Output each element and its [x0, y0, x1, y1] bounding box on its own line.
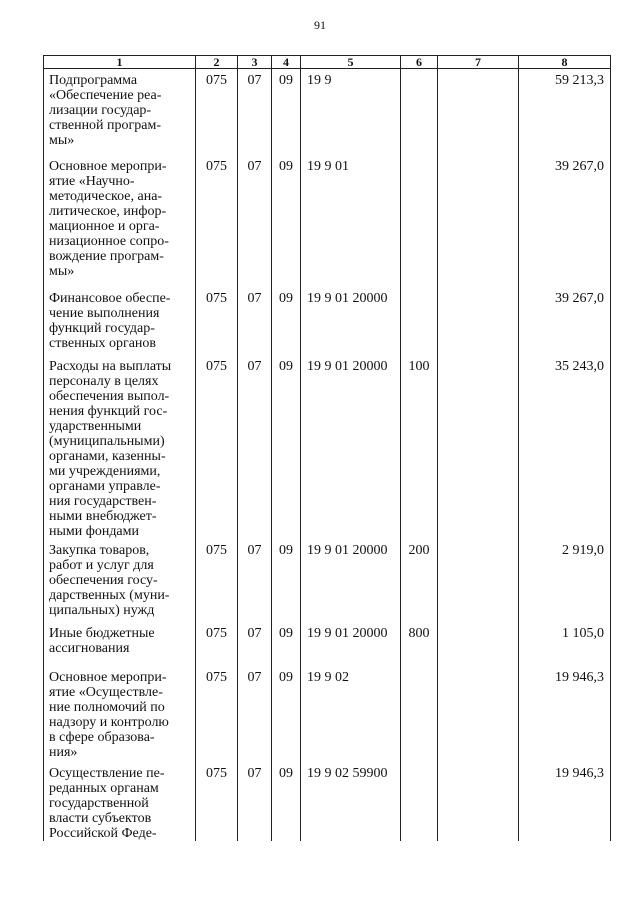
cell-target-article: 19 9 — [301, 69, 401, 155]
cell-amount: 39 267,0 — [519, 155, 611, 287]
cell-expense-type: 200 — [401, 539, 438, 622]
row-name-line: дарственных (муни- — [49, 587, 170, 603]
row-name-line: надзору и контролю — [49, 714, 169, 730]
cell-column-7 — [438, 762, 519, 841]
row-name-line: Расходы на выплаты — [49, 358, 172, 374]
cell-amount: 19 946,3 — [519, 666, 611, 762]
cell-amount: 2 919,0 — [519, 539, 611, 622]
cell-expense-type — [401, 762, 438, 841]
row-name-line: ными фондами — [49, 523, 140, 539]
budget-table — [43, 55, 611, 841]
row-name-line: ственной програм- — [49, 118, 162, 133]
row-name-line: литическое, инфор- — [49, 203, 167, 219]
cell-target-article: 19 9 01 20000 — [301, 287, 401, 355]
row-name-line: вождение програм- — [49, 248, 164, 264]
cell-admin-code: 075 — [196, 155, 238, 287]
cell-admin-code: 075 — [196, 355, 238, 539]
column-header: 4 — [272, 56, 301, 69]
cell-subsection: 09 — [272, 69, 301, 155]
row-name-line: нения функций гос- — [49, 403, 168, 419]
cell-subsection: 09 — [272, 539, 301, 622]
column-header: 3 — [238, 56, 272, 69]
cell-expense-type — [401, 69, 438, 155]
row-name — [44, 355, 196, 539]
cell-target-article: 19 9 01 20000 — [301, 539, 401, 622]
row-name-line: ственных органов — [49, 335, 157, 351]
cell-admin-code: 075 — [196, 762, 238, 841]
row-name-line: мационное и орга- — [49, 218, 160, 234]
cell-section: 07 — [238, 355, 272, 539]
row-name-line: государственной — [49, 795, 149, 811]
table-row — [44, 762, 611, 841]
row-name — [44, 69, 196, 155]
cell-column-7 — [438, 155, 519, 287]
row-name-line: ударственными — [49, 418, 142, 434]
row-name-line: ципальных) нужд — [49, 602, 155, 618]
row-name-line: методическое, ана- — [49, 188, 163, 204]
cell-column-7 — [438, 355, 519, 539]
row-name-line: обеспечения госу- — [49, 572, 158, 588]
row-name-line: низационное сопро- — [49, 233, 169, 249]
row-name-line: реданных органам — [49, 780, 159, 796]
cell-target-article: 19 9 02 59900 — [301, 762, 401, 841]
row-name-line: Основное меропри- — [49, 158, 167, 174]
cell-subsection: 09 — [272, 155, 301, 287]
row-name-line: лизации государ- — [49, 103, 152, 118]
cell-section: 07 — [238, 762, 272, 841]
row-name-line: Подпрограмма — [49, 73, 138, 88]
page-number: 91 — [314, 18, 326, 32]
cell-section: 07 — [238, 622, 272, 666]
row-name-line: Осуществление пе- — [49, 765, 165, 781]
table-row — [44, 155, 611, 287]
row-name-line: функций государ- — [49, 320, 155, 336]
row-name — [44, 666, 196, 762]
row-name-line: ми учреждениями, — [49, 463, 161, 479]
cell-expense-type — [401, 287, 438, 355]
column-header: 6 — [401, 56, 438, 69]
row-name — [44, 287, 196, 355]
column-header: 1 — [44, 56, 196, 69]
cell-target-article: 19 9 01 20000 — [301, 622, 401, 666]
row-name-line: Иные бюджетные — [49, 625, 155, 641]
cell-section: 07 — [238, 69, 272, 155]
cell-target-article: 19 9 01 20000 — [301, 355, 401, 539]
row-name-line: в сфере образова- — [49, 729, 155, 745]
row-name-line: ятие «Научно- — [49, 173, 135, 189]
row-name-line: Основное меропри- — [49, 669, 167, 685]
cell-column-7 — [438, 666, 519, 762]
cell-target-article: 19 9 01 — [301, 155, 401, 287]
cell-expense-type — [401, 155, 438, 287]
cell-section: 07 — [238, 666, 272, 762]
row-name-line: ние полномочий по — [49, 699, 165, 715]
row-name-line: (муниципальными) — [49, 433, 165, 449]
table-row — [44, 287, 611, 355]
column-header: 2 — [196, 56, 238, 69]
row-name-line: персоналу в целях — [49, 373, 159, 389]
cell-admin-code: 075 — [196, 622, 238, 666]
column-header: 7 — [438, 56, 519, 69]
row-name-line: Российской Феде- — [49, 825, 157, 841]
row-name-line: органами управле- — [49, 478, 161, 494]
table-row — [44, 622, 611, 666]
cell-admin-code: 075 — [196, 287, 238, 355]
table-row — [44, 69, 611, 155]
column-header: 5 — [301, 56, 401, 69]
row-name-line: ния» — [49, 744, 78, 760]
cell-expense-type: 800 — [401, 622, 438, 666]
cell-subsection: 09 — [272, 622, 301, 666]
header-row — [44, 56, 611, 69]
cell-amount: 39 267,0 — [519, 287, 611, 355]
cell-section: 07 — [238, 287, 272, 355]
cell-target-article: 19 9 02 — [301, 666, 401, 762]
cell-column-7 — [438, 622, 519, 666]
cell-admin-code: 075 — [196, 539, 238, 622]
row-name-line: мы» — [49, 263, 75, 279]
cell-expense-type — [401, 666, 438, 762]
table-row — [44, 355, 611, 539]
column-header: 8 — [519, 56, 611, 69]
row-name-line: органами, казенны- — [49, 448, 166, 464]
cell-amount: 1 105,0 — [519, 622, 611, 666]
cell-column-7 — [438, 69, 519, 155]
cell-section: 07 — [238, 539, 272, 622]
cell-amount: 59 213,3 — [519, 69, 611, 155]
row-name-line: ния государствен- — [49, 493, 157, 509]
table-row — [44, 539, 611, 622]
row-name-line: ными внебюджет- — [49, 508, 157, 524]
cell-admin-code: 075 — [196, 69, 238, 155]
row-name-line: власти субъектов — [49, 810, 152, 826]
row-name-line: мы» — [49, 133, 75, 148]
cell-subsection: 09 — [272, 355, 301, 539]
row-name-line: чение выполнения — [49, 305, 160, 321]
cell-column-7 — [438, 287, 519, 355]
row-name-line: ятие «Осуществле- — [49, 684, 163, 700]
cell-subsection: 09 — [272, 666, 301, 762]
cell-subsection: 09 — [272, 762, 301, 841]
row-name — [44, 155, 196, 287]
row-name-line: Закупка товаров, — [49, 542, 150, 558]
cell-amount: 35 243,0 — [519, 355, 611, 539]
row-name-line: Финансовое обеспе- — [49, 290, 171, 306]
row-name — [44, 622, 196, 666]
cell-section: 07 — [238, 155, 272, 287]
row-name-line: работ и услуг для — [49, 557, 154, 573]
row-name-line: «Обеспечение реа- — [49, 88, 162, 103]
row-name-line: обеспечения выпол- — [49, 388, 170, 404]
row-name — [44, 762, 196, 841]
cell-expense-type: 100 — [401, 355, 438, 539]
cell-admin-code: 075 — [196, 666, 238, 762]
cell-column-7 — [438, 539, 519, 622]
cell-subsection: 09 — [272, 287, 301, 355]
row-name — [44, 539, 196, 622]
cell-amount: 19 946,3 — [519, 762, 611, 841]
table-row — [44, 666, 611, 762]
row-name-line: ассигнования — [49, 640, 130, 656]
